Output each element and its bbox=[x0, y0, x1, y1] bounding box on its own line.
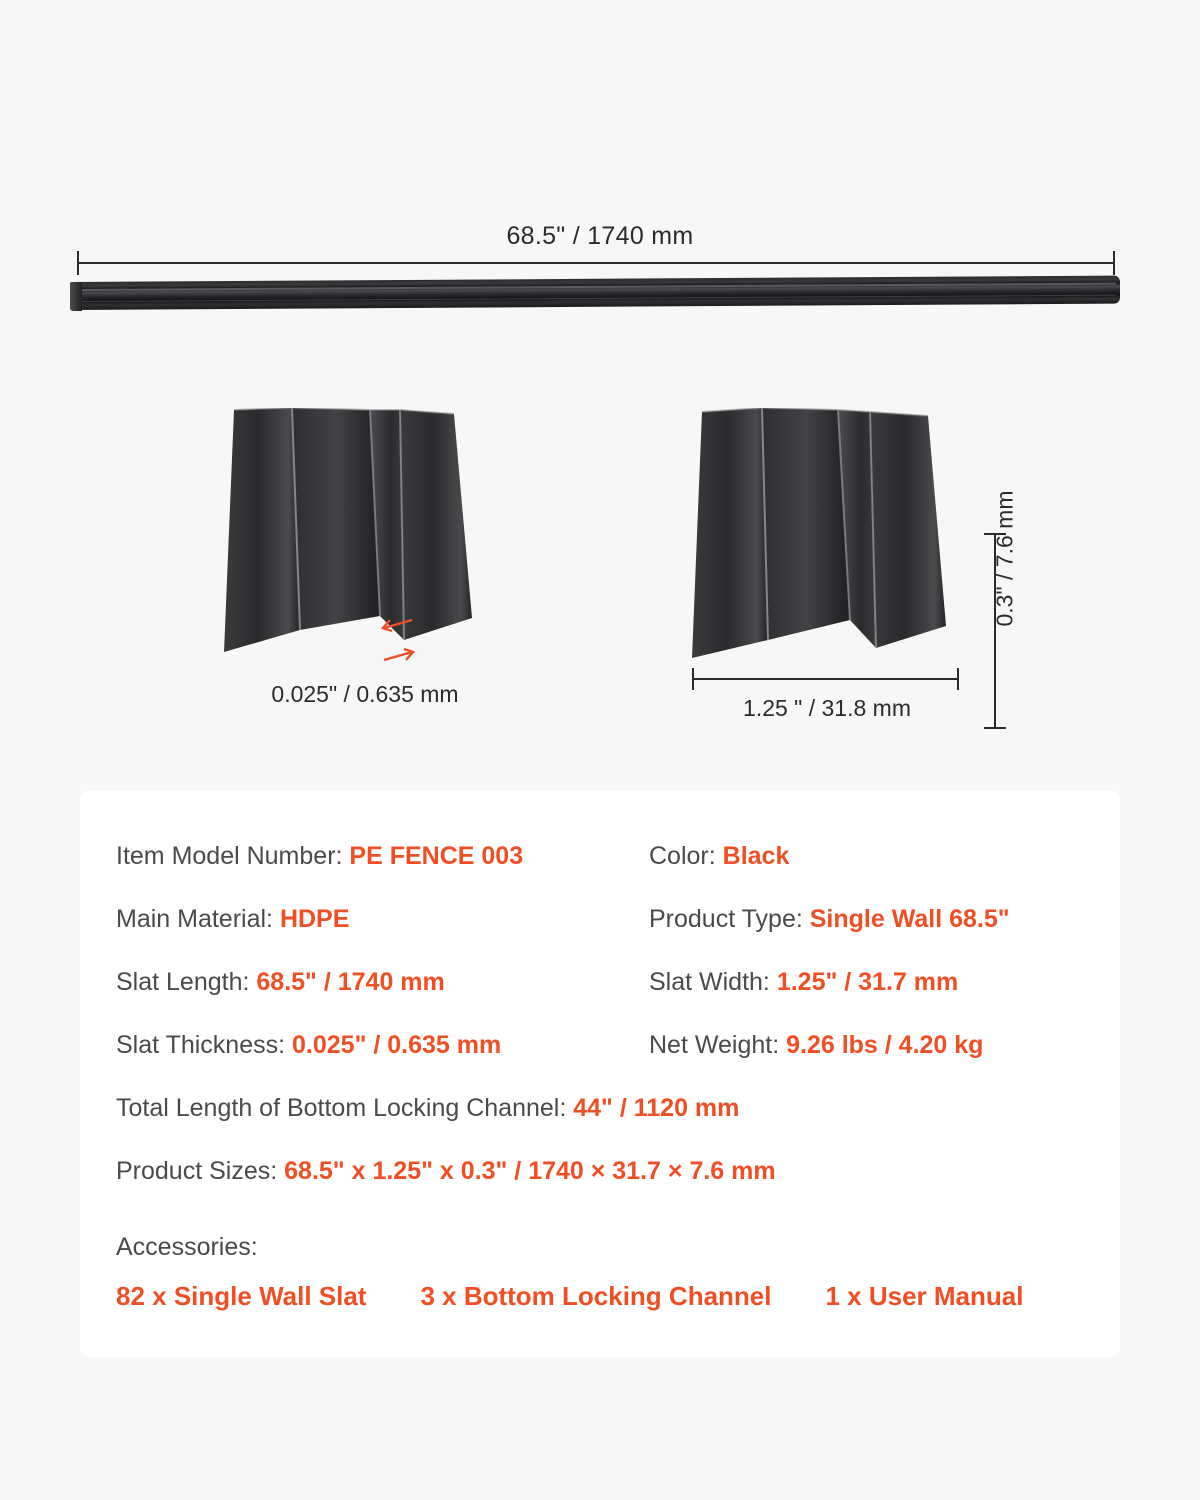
slat-body bbox=[70, 276, 1120, 310]
spec-label-product-sizes: Product Sizes: bbox=[116, 1157, 285, 1185]
spec-row-net-weight bbox=[649, 1014, 1084, 1077]
thickness-arrow-icon bbox=[368, 614, 428, 674]
width-dimension-line bbox=[692, 678, 959, 680]
spec-row-slat-width bbox=[649, 951, 1084, 1014]
slat-cross-section-left bbox=[222, 408, 502, 676]
spec-value-locking-channel-length: 44" / 1120 mm bbox=[573, 1094, 740, 1122]
spec-row-slat-thickness bbox=[116, 1014, 649, 1077]
spec-value-slat-length: 68.5" / 1740 mm bbox=[256, 968, 445, 996]
accessories-list bbox=[116, 1281, 1084, 1312]
width-dimension-tick-right bbox=[957, 668, 959, 690]
length-dimension-tick-left bbox=[77, 251, 79, 275]
spec-label-color: Color: bbox=[649, 842, 723, 870]
length-dimension-tick-right bbox=[1113, 251, 1115, 275]
spec-row-product-type bbox=[649, 888, 1084, 951]
spec-label-locking-channel-length: Total Length of Bottom Locking Channel: bbox=[116, 1094, 574, 1122]
spec-value-product-sizes: 68.5" x 1.25" x 0.3" / 1740 × 31.7 × 7.6 mm bbox=[284, 1157, 776, 1185]
height-dimension-label: 0.3" / 7.6 mm bbox=[991, 490, 1018, 627]
spec-label-slat-length: Slat Length: bbox=[116, 968, 257, 996]
width-dimension-tick-left bbox=[692, 668, 694, 690]
slat-side-view-image bbox=[70, 282, 1120, 322]
accessory-item-locking-channel: 3 x Bottom Locking Channel bbox=[420, 1281, 772, 1311]
width-dimension-label: 1.25 " / 31.8 mm bbox=[743, 695, 911, 721]
spec-label-product-type: Product Type: bbox=[649, 905, 810, 933]
spec-value-product-type: Single Wall 68.5" bbox=[809, 905, 1010, 933]
thickness-dimension-label: 0.025" / 0.635 mm bbox=[271, 681, 459, 707]
spec-value-model-number: PE FENCE 003 bbox=[349, 842, 524, 870]
specification-card bbox=[80, 791, 1120, 1357]
spec-label-slat-width: Slat Width: bbox=[649, 968, 777, 996]
spec-label-net-weight: Net Weight: bbox=[649, 1031, 787, 1059]
spec-row-model-number bbox=[116, 825, 649, 888]
spec-row-main-material bbox=[116, 888, 649, 951]
accessory-item-user-manual: 1 x User Manual bbox=[825, 1281, 1024, 1311]
spec-row-color bbox=[649, 825, 1084, 888]
slat-end-cap bbox=[70, 282, 82, 311]
spec-row-slat-length bbox=[116, 951, 649, 1014]
spec-row-product-sizes bbox=[116, 1140, 1084, 1203]
accessory-item-slat: 82 x Single Wall Slat bbox=[116, 1281, 367, 1311]
length-dimension-line bbox=[77, 262, 1114, 264]
specification-grid bbox=[116, 825, 1084, 1203]
slat-cross-section-right bbox=[688, 408, 978, 676]
spec-row-locking-channel-length bbox=[116, 1077, 1084, 1140]
spec-value-main-material: HDPE bbox=[279, 905, 350, 933]
spec-label-slat-thickness: Slat Thickness: bbox=[116, 1031, 293, 1059]
height-dimension-tick-bottom bbox=[984, 727, 1006, 729]
spec-label-model-number: Item Model Number: bbox=[116, 842, 350, 870]
spec-value-slat-thickness: 0.025" / 0.635 mm bbox=[292, 1031, 502, 1059]
length-dimension-label: 68.5" / 1740 mm bbox=[506, 222, 694, 250]
spec-value-color: Black bbox=[722, 842, 790, 870]
accessories-title: Accessories: bbox=[116, 1233, 258, 1261]
spec-value-net-weight: 9.26 lbs / 4.20 kg bbox=[786, 1031, 984, 1059]
spec-value-slat-width: 1.25" / 31.7 mm bbox=[776, 968, 959, 996]
spec-label-main-material: Main Material: bbox=[116, 905, 280, 933]
